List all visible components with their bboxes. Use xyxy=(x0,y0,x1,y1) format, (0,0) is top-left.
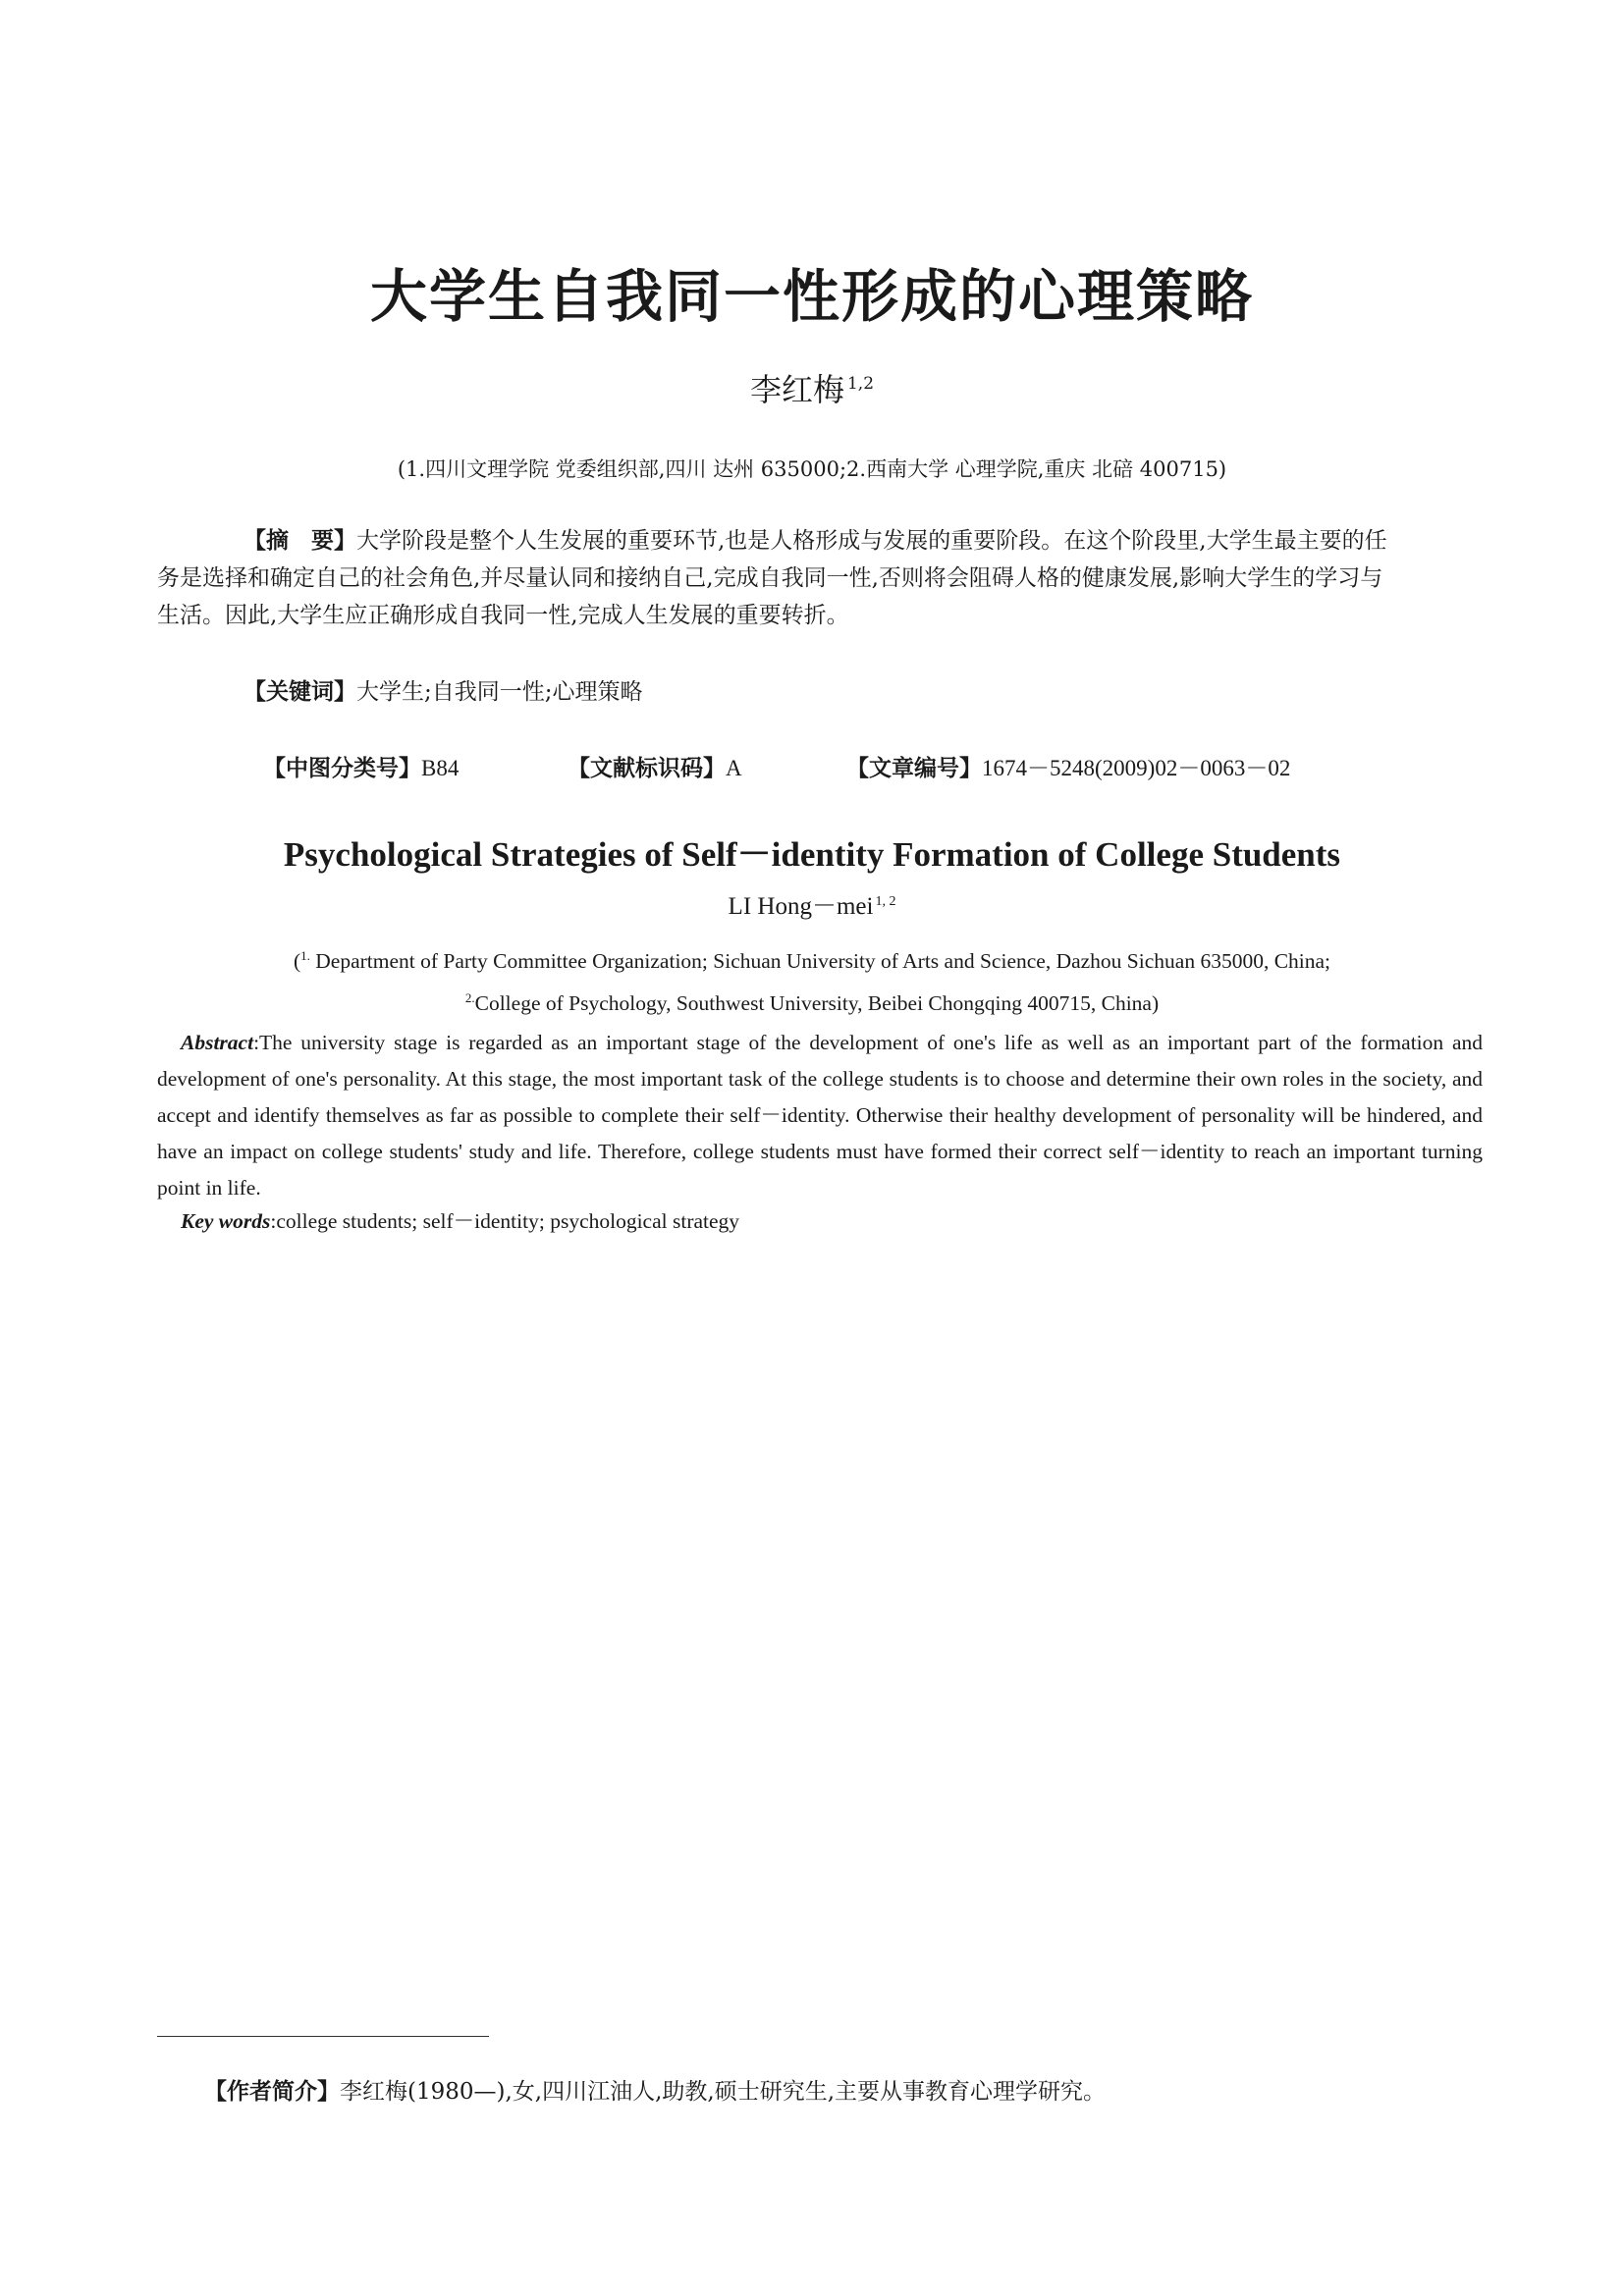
abstract-text-en: :The university stage is regarded as an important stage of the development of one's life as well as an important part of the formation and development of one's personality. At this stage, the most important task of the college students is to choose and determine their own roles in the society, and accept and identify themselves as far as possible to complete their self－identity. Otherwise their healthy development of personality will be hindered, and have an impact on college students' study and life. Therefore, college students must have formed their correct self－identity to reach an important turning point in life. xyxy=(157,1031,1483,1200)
keywords-label-en: Key words xyxy=(181,1209,271,1233)
affil-text-1: Department of Party Committee Organization; Sichuan University of Arts and Science, Dazhou Sichuan 635000, China; xyxy=(309,949,1331,974)
footnote-text: 李红梅(1980—),女,四川江油人,助教,硕士研究生,主要从事教育心理学研究。 xyxy=(340,2079,1107,2105)
paper-title-cn: 大学生自我同一性形成的心理策略 xyxy=(369,263,1254,330)
keywords-label-cn: 【关键词】 xyxy=(244,679,356,705)
abstract-label-en: Abstract xyxy=(181,1031,254,1054)
affiliation-cn: (1.四川文理学院 党委组织部,四川 达州 635000;2.西南大学 心理学院,重庆 北碚 400715) xyxy=(397,457,1227,481)
article-number xyxy=(846,750,1290,782)
affiliation-en-line-1 xyxy=(0,937,1624,980)
keywords-text-cn: 大学生;自我同一性;心理策略 xyxy=(356,679,643,705)
clc-number xyxy=(263,750,459,782)
author-name-cn: 李红梅 xyxy=(749,371,844,408)
keywords-en xyxy=(181,1204,739,1235)
author-affil-marker-cn: 1,2 xyxy=(846,374,875,395)
affil-marker-2: 2. xyxy=(464,990,475,1006)
affil-open-paren: ( xyxy=(293,949,301,974)
author-bio-footnote xyxy=(204,2073,1106,2106)
abstract-label-cn: 【摘 要】 xyxy=(244,528,356,554)
clc-value: B84 xyxy=(421,756,460,780)
article-number-label: 【文章编号】 xyxy=(846,756,982,781)
article-number-value: 1674－5248(2009)02－0063－02 xyxy=(982,756,1291,780)
paper-title-en: Psychological Strategies of Self－identity Formation of College Students xyxy=(283,835,1341,874)
author-en xyxy=(0,886,1624,922)
clc-label: 【中图分类号】 xyxy=(263,756,421,781)
document-code-value: A xyxy=(726,756,742,780)
affil-marker-1: 1. xyxy=(300,948,310,963)
footnote-divider xyxy=(157,2036,489,2037)
document-code xyxy=(568,750,742,782)
affiliation-en xyxy=(0,937,1624,1022)
affil-text-2: College of Psychology, Southwest University, Beibei Chongqing 400715, China) xyxy=(474,991,1160,1016)
keywords-text-en: :college students; self－identity; psychological strategy xyxy=(270,1209,740,1233)
abstract-cn xyxy=(157,522,1399,634)
abstract-en xyxy=(157,1025,1483,1206)
author-name-en: LI Hong－mei xyxy=(728,893,874,920)
author-cn xyxy=(0,365,1624,410)
affiliation-en-line-2 xyxy=(0,980,1624,1022)
author-affil-marker-en: 1, 2 xyxy=(875,893,896,909)
keywords-cn xyxy=(244,673,643,706)
abstract-text-cn: 大学阶段是整个人生发展的重要环节,也是人格形成与发展的重要阶段。在这个阶段里,大学生最主要的任务是选择和确定自己的社会角色,并尽量认同和接纳自己,完成自我同一性,否则将会阻碍人格的健康发展,影响大学生的学习与生活。因此,大学生应正确形成自我同一性,完成人生发展的重要转折。 xyxy=(157,528,1387,628)
footnote-label: 【作者简介】 xyxy=(204,2079,340,2105)
document-code-label: 【文献标识码】 xyxy=(568,756,726,781)
